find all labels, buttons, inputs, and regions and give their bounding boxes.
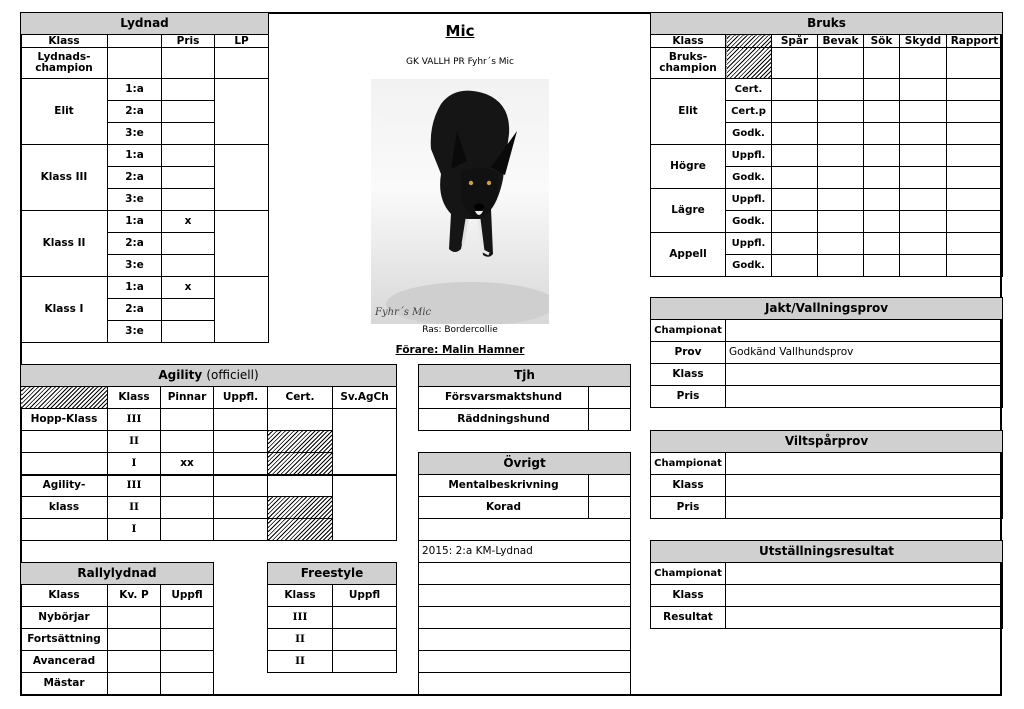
rally-title: Rallylydnad xyxy=(21,563,214,585)
agility-table xyxy=(20,364,397,541)
utst-row: Resultat xyxy=(651,607,726,629)
freestyle-title: Freestyle xyxy=(268,563,397,585)
cell xyxy=(818,79,864,101)
pris: x xyxy=(162,277,215,299)
place: 2:a xyxy=(108,299,162,321)
vilt-table xyxy=(650,430,1003,519)
lp-cell xyxy=(215,211,269,277)
hatched-cell xyxy=(268,497,333,519)
jakt-row: Pris xyxy=(651,386,726,408)
vilt-row: Championat xyxy=(651,453,726,475)
hopp-label: Hopp-Klass xyxy=(21,409,108,431)
cell xyxy=(589,497,631,519)
dog-titles: GK VALLH PR Fyhr´s Mic xyxy=(405,57,515,67)
col-cert: Cert. xyxy=(268,387,333,409)
cell xyxy=(726,497,1003,519)
cell xyxy=(864,189,900,211)
level: I xyxy=(108,453,161,475)
place: 1:a xyxy=(108,145,162,167)
cell xyxy=(900,48,947,79)
pris xyxy=(162,145,215,167)
cell xyxy=(268,409,333,431)
cell xyxy=(947,101,1003,123)
lydnad-class-3: Klass III xyxy=(21,145,108,211)
cell xyxy=(864,233,900,255)
svagch-cell xyxy=(333,475,397,541)
ovrigt-row: Mentalbeskrivning xyxy=(419,475,589,497)
jakt-row: Prov xyxy=(651,342,726,364)
col-uppfl: Uppfl xyxy=(161,585,214,607)
col-uppfl: Uppfl. xyxy=(214,387,268,409)
cell xyxy=(864,79,900,101)
cell xyxy=(161,629,214,651)
cell xyxy=(21,453,108,475)
cell xyxy=(772,167,818,189)
tjh-title: Tjh xyxy=(419,365,631,387)
note-line xyxy=(419,651,631,673)
rally-row: Mästar xyxy=(21,673,108,695)
cell xyxy=(900,189,947,211)
place: 1:a xyxy=(108,79,162,101)
pris xyxy=(162,321,215,343)
utst-row: Klass xyxy=(651,585,726,607)
col-spar: Spår xyxy=(772,35,818,48)
cell xyxy=(726,475,1003,497)
cell xyxy=(900,211,947,233)
bruks-sub: Cert. xyxy=(726,79,772,101)
agility-title-text: Agility xyxy=(158,368,203,382)
pinnar xyxy=(161,409,214,431)
place: 3:e xyxy=(108,189,162,211)
dog-photo xyxy=(371,79,549,324)
col-rapport: Rapport xyxy=(947,35,1003,48)
lydnad-class-elit: Elit xyxy=(21,79,108,145)
jakt-row: Championat xyxy=(651,320,726,342)
place: 2:a xyxy=(108,167,162,189)
cell xyxy=(214,519,268,541)
col-lp: LP xyxy=(215,35,269,48)
cell xyxy=(333,629,397,651)
ovrigt-row: Korad xyxy=(419,497,589,519)
col-bevak: Bevak xyxy=(818,35,864,48)
hatched-cell xyxy=(268,431,333,453)
cell xyxy=(818,189,864,211)
cell xyxy=(947,189,1003,211)
lydnad-class-1: Klass I xyxy=(21,277,108,343)
lp-cell xyxy=(215,145,269,211)
cell xyxy=(333,651,397,673)
bruks-sub: Godk. xyxy=(726,211,772,233)
dog-name: Mic xyxy=(445,22,475,40)
cell xyxy=(818,145,864,167)
cell xyxy=(864,123,900,145)
cell xyxy=(947,79,1003,101)
pris: x xyxy=(162,211,215,233)
hatched-cell xyxy=(268,453,333,475)
cell xyxy=(947,145,1003,167)
cell xyxy=(726,563,1003,585)
col-pinnar: Pinnar xyxy=(161,387,214,409)
col-pris: Pris xyxy=(162,35,215,48)
level: II xyxy=(108,431,161,453)
pris xyxy=(162,167,215,189)
cell xyxy=(726,607,1003,629)
lp-cell xyxy=(215,79,269,145)
freestyle-row: II xyxy=(268,629,333,651)
tjh-row: Räddningshund xyxy=(419,409,589,431)
cell xyxy=(864,167,900,189)
cell xyxy=(864,145,900,167)
place: 1:a xyxy=(108,211,162,233)
agility-label-1: Agility- xyxy=(21,475,108,497)
bruks-sub: Godk. xyxy=(726,255,772,277)
cell xyxy=(818,167,864,189)
lydnad-class-2: Klass II xyxy=(21,211,108,277)
freestyle-row: III xyxy=(268,607,333,629)
cell xyxy=(818,211,864,233)
photo-signature: Fyhr´s Mic xyxy=(375,307,432,318)
cell xyxy=(589,387,631,409)
col-sok: Sök xyxy=(864,35,900,48)
cell xyxy=(900,145,947,167)
breed: Ras: Bordercollie xyxy=(422,325,498,335)
cell xyxy=(772,79,818,101)
hatched-cell xyxy=(726,48,772,79)
bruks-sub: Uppfl. xyxy=(726,233,772,255)
jakt-row: Klass xyxy=(651,364,726,386)
col-kvp: Kv. P xyxy=(108,585,161,607)
col-uppfl: Uppfl xyxy=(333,585,397,607)
bruks-sub: Uppfl. xyxy=(726,189,772,211)
cell xyxy=(108,607,161,629)
col-klass: Klass xyxy=(21,585,108,607)
place: 2:a xyxy=(108,101,162,123)
col-klass: Klass xyxy=(268,585,333,607)
agility-title xyxy=(21,365,397,387)
cell xyxy=(161,519,214,541)
cell xyxy=(726,320,1003,342)
cell xyxy=(864,211,900,233)
note-line xyxy=(419,673,631,695)
hatched-cell xyxy=(21,387,108,409)
cell xyxy=(772,145,818,167)
place: 1:a xyxy=(108,277,162,299)
vilt-title: Viltspårprov xyxy=(651,431,1003,453)
vilt-row: Klass xyxy=(651,475,726,497)
cell xyxy=(333,607,397,629)
jakt-title: Jakt/Vallningsprov xyxy=(651,298,1003,320)
rally-row: Fortsättning xyxy=(21,629,108,651)
hatched-cell xyxy=(726,35,772,48)
pris xyxy=(162,233,215,255)
cell xyxy=(21,519,108,541)
cell xyxy=(161,607,214,629)
utst-title: Utställningsresultat xyxy=(651,541,1003,563)
cell xyxy=(864,255,900,277)
bruks-sub: Godk. xyxy=(726,167,772,189)
place: 3:e xyxy=(108,123,162,145)
bruks-group-lagre: Lägre xyxy=(651,189,726,233)
cell xyxy=(900,123,947,145)
cell xyxy=(772,48,818,79)
level: III xyxy=(108,409,161,431)
agility-title-suffix: (officiell) xyxy=(206,368,259,382)
cell xyxy=(772,233,818,255)
place: 3:e xyxy=(108,321,162,343)
dog-silhouette-icon xyxy=(371,79,549,324)
vilt-row: Pris xyxy=(651,497,726,519)
level: III xyxy=(108,475,161,497)
cell xyxy=(726,585,1003,607)
cell xyxy=(818,101,864,123)
cell xyxy=(726,364,1003,386)
cell xyxy=(161,475,214,497)
pris xyxy=(162,189,215,211)
cell xyxy=(900,167,947,189)
place: 2:a xyxy=(108,233,162,255)
pinnar xyxy=(161,431,214,453)
cell xyxy=(818,123,864,145)
level: II xyxy=(108,497,161,519)
cell xyxy=(947,211,1003,233)
cell xyxy=(726,386,1003,408)
tjh-table xyxy=(418,364,631,431)
freestyle-row: II xyxy=(268,651,333,673)
cell xyxy=(268,475,333,497)
note-line xyxy=(419,563,631,585)
cell xyxy=(108,673,161,695)
col-svagch: Sv.AgCh xyxy=(333,387,397,409)
cell xyxy=(162,48,215,79)
cell xyxy=(818,233,864,255)
jakt-prov-value: Godkänd Vallhundsprov xyxy=(726,342,1003,364)
rally-row: Nybörjar xyxy=(21,607,108,629)
pris xyxy=(162,123,215,145)
utst-table xyxy=(650,540,1003,629)
cell xyxy=(947,233,1003,255)
note-line xyxy=(419,519,631,541)
cell xyxy=(818,48,864,79)
cell xyxy=(21,431,108,453)
note-line xyxy=(419,629,631,651)
col-place xyxy=(108,35,162,48)
pris xyxy=(162,101,215,123)
hatched-cell xyxy=(268,519,333,541)
rally-row: Avancerad xyxy=(21,651,108,673)
cell xyxy=(161,497,214,519)
col-klass: Klass xyxy=(108,387,161,409)
cell xyxy=(161,651,214,673)
jakt-table xyxy=(650,297,1003,408)
level: I xyxy=(108,519,161,541)
pris xyxy=(162,255,215,277)
col-skydd: Skydd xyxy=(900,35,947,48)
bruks-title: Bruks xyxy=(651,13,1003,35)
cell xyxy=(900,233,947,255)
cell xyxy=(589,409,631,431)
cell xyxy=(772,189,818,211)
cell xyxy=(772,123,818,145)
bruks-group-hogre: Högre xyxy=(651,145,726,189)
bruks-group-appell: Appell xyxy=(651,233,726,277)
cell xyxy=(214,475,268,497)
note-line xyxy=(419,607,631,629)
tjh-row: Försvarsmaktshund xyxy=(419,387,589,409)
cell xyxy=(214,453,268,475)
cell xyxy=(772,101,818,123)
cell xyxy=(215,48,269,79)
pinnar: xx xyxy=(161,453,214,475)
note-line xyxy=(419,585,631,607)
lydnad-title: Lydnad xyxy=(21,13,269,35)
agility-label-2: klass xyxy=(21,497,108,519)
cell xyxy=(900,79,947,101)
cell xyxy=(947,123,1003,145)
col-klass: Klass xyxy=(651,35,726,48)
cell xyxy=(864,101,900,123)
bruks-group-elit: Elit xyxy=(651,79,726,145)
bruks-sub: Uppfl. xyxy=(726,145,772,167)
handler: Förare: Malin Hamner xyxy=(395,344,525,356)
pris xyxy=(162,79,215,101)
ovrigt-title: Övrigt xyxy=(419,453,631,475)
cell xyxy=(214,409,268,431)
bruks-sub: Godk. xyxy=(726,123,772,145)
cell xyxy=(772,255,818,277)
ovrigt-table xyxy=(418,452,631,695)
pris xyxy=(162,299,215,321)
rally-table xyxy=(20,562,214,695)
ovrigt-note: 2015: 2:a KM-Lydnad xyxy=(419,541,631,563)
cell xyxy=(947,48,1003,79)
cell xyxy=(947,167,1003,189)
cell xyxy=(108,48,162,79)
bruks-sub: Cert.p xyxy=(726,101,772,123)
cell xyxy=(214,431,268,453)
cell xyxy=(864,48,900,79)
bruks-table xyxy=(650,12,1003,277)
cell xyxy=(161,673,214,695)
lydnad-table xyxy=(20,12,269,343)
lydnad-champion-label: Lydnads-champion xyxy=(21,48,108,79)
lp-cell xyxy=(215,277,269,343)
cell xyxy=(726,453,1003,475)
col-klass: Klass xyxy=(21,35,108,48)
cell xyxy=(772,211,818,233)
cell xyxy=(108,651,161,673)
bruks-champion-label: Bruks-champion xyxy=(651,48,726,79)
cell xyxy=(947,255,1003,277)
utst-row: Championat xyxy=(651,563,726,585)
cell xyxy=(214,497,268,519)
cell xyxy=(818,255,864,277)
cell xyxy=(589,475,631,497)
cell xyxy=(900,255,947,277)
freestyle-table xyxy=(267,562,397,673)
svagch-cell xyxy=(333,409,397,475)
place: 3:e xyxy=(108,255,162,277)
cell xyxy=(108,629,161,651)
cell xyxy=(900,101,947,123)
